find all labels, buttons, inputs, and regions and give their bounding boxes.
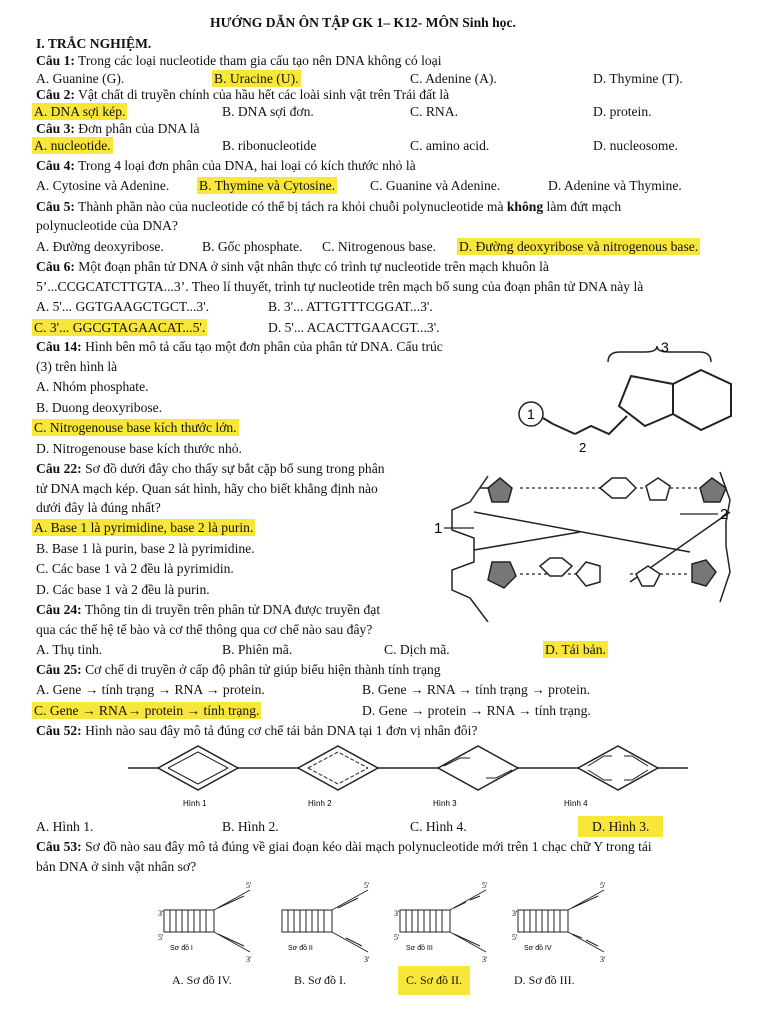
option-answer: B. Uracine (U).: [214, 71, 299, 86]
option-answer: A. DNA sợi kép.: [34, 104, 126, 119]
svg-text:3': 3': [158, 909, 164, 918]
option: A. Đường deoxyribose.: [36, 239, 164, 254]
diagram-label: 1: [434, 520, 443, 537]
option: A. Guanine (G).: [36, 71, 125, 86]
option-answer: C. Gene → RNA→ protein → tính trạng.: [34, 703, 260, 718]
question-52-stem: Câu 52: Hình nào sau đây mô tả đúng cơ chế tái bản DNA tại 1 đơn vị nhân đôi?: [36, 723, 478, 738]
option: B. 3'... ATTGTTTCGGAT...3'.: [268, 299, 433, 314]
question-24-stem: Câu 24: Thông tin di truyền trên phân tử DNA được truyền đạt: [36, 602, 381, 617]
option: D. Sơ đồ III.: [514, 973, 575, 987]
svg-text:3': 3': [600, 955, 606, 964]
option-answer: C. Nitrogenouse base kích thước lớn.: [34, 420, 237, 435]
question-53-stem-line2: bản DNA ở sinh vật nhân sơ?: [36, 859, 197, 874]
option: C. amino acid.: [410, 138, 490, 153]
option: A. Hình 1.: [36, 819, 94, 834]
option: C. Hình 4.: [410, 819, 467, 834]
option: A. 5'... GGTGAAGCTGCT...3'.: [36, 299, 210, 314]
option: B. ribonucleotide: [222, 138, 317, 153]
question-22-stem: Câu 22: Sơ đồ dưới đây cho thấy sự bắt cặp bổ sung trong phân: [36, 461, 385, 476]
svg-text:5': 5': [394, 933, 400, 942]
option-answer: D. Tái bản.: [545, 642, 606, 657]
option: D. Thymine (T).: [593, 71, 683, 86]
figure-caption: Hình 4: [564, 799, 588, 808]
question-5-stem-line2: polynucleotide của DNA?: [36, 218, 178, 233]
option: B. DNA sợi đơn.: [222, 104, 314, 119]
figure-caption: Sơ đồ I: [170, 945, 193, 952]
option: A. Cytosine và Adenine.: [36, 178, 170, 193]
diagram-label: 3: [661, 339, 669, 355]
question-5-stem: Câu 5: Thành phần nào của nucleotide có thể bị tách ra khỏi chuỗi polynucleotide mà không làm đứt mạch: [36, 199, 622, 214]
figure-caption: Sơ đồ IV: [524, 945, 552, 952]
figure-caption: Sơ đồ II: [288, 945, 313, 952]
option: D. nucleosome.: [593, 138, 678, 153]
option: A. Sơ đồ IV.: [172, 973, 232, 987]
svg-text:5': 5': [364, 881, 370, 890]
option: C. Adenine (A).: [410, 71, 497, 86]
svg-text:5': 5': [246, 881, 252, 890]
option: A. Gene → tính trạng → RNA → protein.: [36, 682, 265, 697]
option: A. Thụ tinh.: [36, 642, 103, 657]
option: C. Dịch mã.: [384, 642, 450, 657]
replication-fork-schemes: [150, 878, 630, 964]
option: D. Adenine và Thymine.: [548, 178, 682, 193]
option: B. Sơ đồ I.: [294, 973, 347, 987]
diagram-label: 1: [527, 406, 535, 422]
svg-text:5': 5': [600, 881, 606, 890]
question-53-stem: Câu 53: Sơ đồ nào sau đây mô tả đúng về giai đoạn kéo dài mạch polynucleotide mới trên 1 chạc chữ Y trong tái: [36, 839, 652, 854]
option: B. Gốc phosphate.: [202, 239, 303, 254]
question-3-stem: Câu 3: Đơn phân của DNA là: [36, 121, 200, 136]
option: D. 5'... ACACTTGAACGT...3'.: [268, 320, 440, 335]
option-answer: B. Thymine và Cytosine.: [199, 178, 336, 193]
svg-text:3': 3': [246, 955, 252, 964]
svg-text:5': 5': [482, 881, 488, 890]
svg-text:3': 3': [482, 955, 488, 964]
option: B. Hình 2.: [222, 819, 279, 834]
figure-caption: Sơ đồ III: [406, 945, 433, 952]
svg-text:3': 3': [394, 909, 400, 918]
question-14-stem: Câu 14: Hình bên mô tả cấu tạo một đơn phân của phân tử DNA. Cấu trúc: [36, 339, 443, 354]
question-1-stem: Câu 1: Trong các loại nucleotide tham gia cấu tạo nên DNA không có loại: [36, 53, 442, 68]
option: C. Các base 1 và 2 đều là pyrimidin.: [36, 561, 234, 576]
figure-caption: Hình 2: [308, 799, 332, 808]
svg-text:5': 5': [512, 933, 518, 942]
svg-text:5': 5': [158, 933, 164, 942]
question-6-stem-line2: 5’...CCGCATCTTGTA...3’. Theo lí thuyết, trình tự nucleotide trên mạch bổ sung của đoạn phân tử DNA này là: [36, 279, 644, 294]
option: B. Base 1 là purin, base 2 là pyrimidine.: [36, 541, 255, 556]
option: C. RNA.: [410, 104, 458, 119]
nucleotide-diagram: [505, 338, 745, 458]
option: B. Phiên mã.: [222, 642, 293, 657]
option: B. Duong deoxyribose.: [36, 400, 163, 415]
base-pairing-diagram: [430, 462, 750, 622]
option-answer: A. nucleotide.: [34, 138, 111, 153]
figure-caption: Hình 1: [183, 799, 207, 808]
section-heading: I. TRẮC NGHIỆM.: [36, 36, 152, 51]
svg-text:3': 3': [364, 955, 370, 964]
option: A. Nhóm phosphate.: [36, 379, 149, 394]
option-answer: C. Sơ đồ II.: [398, 966, 470, 995]
option-answer: A. Base 1 là pyrimidine, base 2 là purin.: [34, 520, 254, 535]
option: D. Các base 1 và 2 đều là purin.: [36, 582, 210, 597]
option-answer: C. 3'... GGCGTAGAACAT...5'.: [34, 320, 206, 335]
diagram-label: 2: [579, 440, 587, 455]
question-22-stem-line3: dưới đây là đúng nhất?: [36, 500, 161, 515]
question-14-stem-line2: (3) trên hình là: [36, 359, 118, 374]
question-4-stem: Câu 4: Trong 4 loại đơn phân của DNA, hai loại có kích thước nhỏ là: [36, 158, 416, 173]
option-answer: D. Hình 3.: [578, 816, 663, 837]
question-25-stem: Câu 25: Cơ chế di truyền ở cấp độ phân tử giúp biểu hiện thành tính trạng: [36, 662, 441, 677]
option: B. Gene → RNA → tính trạng → protein.: [362, 682, 591, 697]
figure-caption: Hình 3: [433, 799, 457, 808]
svg-text:3': 3': [512, 909, 518, 918]
option: D. protein.: [593, 104, 652, 119]
option: C. Nitrogenous base.: [322, 239, 437, 254]
question-22-stem-line2: tử DNA mạch kép. Quan sát hình, hãy cho biết khẳng định nào: [36, 481, 378, 496]
question-6-stem: Câu 6: Một đoạn phân tử DNA ở sinh vật nhân thực có trình tự nucleotide trên mạch khuôn là: [36, 259, 549, 274]
diagram-label: 2: [720, 506, 729, 523]
option: C. Guanine và Adenine.: [370, 178, 501, 193]
option: D. Gene → protein → RNA → tính trạng.: [362, 703, 591, 718]
page-title: HƯỚNG DẪN ÔN TẬP GK 1– K12- MÔN Sinh học.: [210, 15, 516, 30]
question-2-stem: Câu 2: Vật chất di truyền chính của hầu hết các loài sinh vật trên Trái đất là: [36, 87, 450, 102]
option: D. Nitrogenouse base kích thước nhỏ.: [36, 441, 242, 456]
replication-bubbles-figure: [128, 740, 688, 810]
question-24-stem-line2: qua các thế hệ tế bào và cơ thể thông qua cơ chế nào sau đây?: [36, 622, 373, 637]
option-answer: D. Đường deoxyribose và nitrogenous base.: [459, 239, 699, 254]
